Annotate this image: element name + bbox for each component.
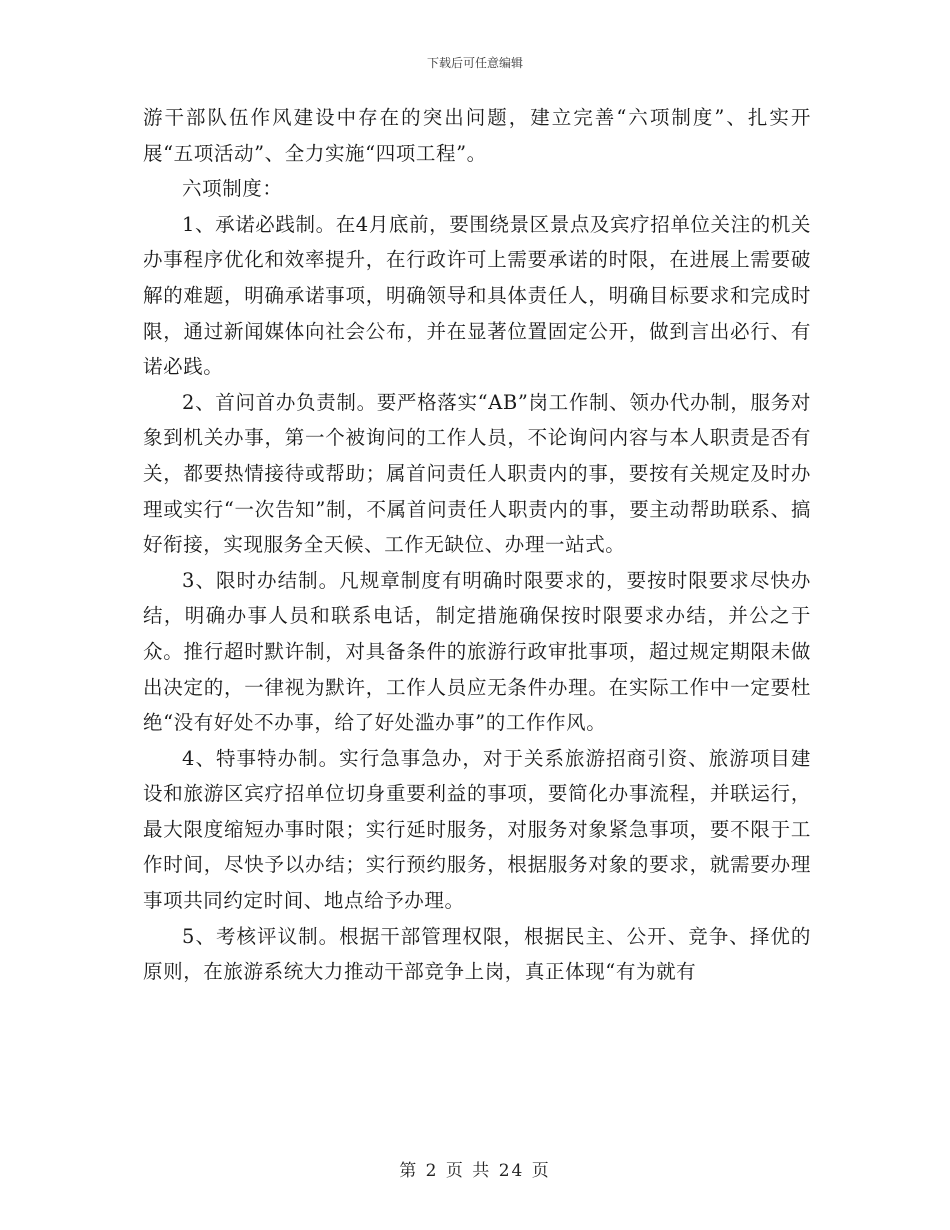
page-header: 下载后可任意编辑 <box>426 56 523 70</box>
paragraph-item-2: 2、首问首办负责制。要严格落实“AB”岗工作制、领办代办制，服务对象到机关办事，第一个被询问的工作人员，不论询问内容与本人职责是否有关，都要热情接待或帮助；属首问责任人职责内的事，要按有关规定及时办理或实行“一次告知”制，不属首问责任人职责内的事，要主动帮助联系、搞好衔接，实现服务全天候、工作无缺位、办理一站式。 <box>143 390 811 557</box>
page-footer: 第 2 页 共 24 页 <box>399 1161 551 1181</box>
paragraph-continuation: 游干部队伍作风建设中存在的突出问题，建立完善“六项制度”、扎实开展“五项活动”、全力实施“四项工程”。 <box>143 106 811 165</box>
document-body <box>143 100 811 990</box>
paragraph-item-1: 1、承诺必践制。在4月底前，要围绕景区景点及宾疗招单位关注的机关办事程序优化和效率提升，在行政许可上需要承诺的时限，在进展上需要破解的难题，明确承诺事项，明确领导和具体责任人，明确目标要求和完成时限，通过新闻媒体向社会公布，并在显著位置固定公开，做到言出必行、有诺必践。 <box>143 212 812 379</box>
paragraph-item-4: 4、特事特办制。实行急事急办，对于关系旅游招商引资、旅游项目建设和旅游区宾疗招单位切身重要利益的事项，要简化办事流程，并联运行，最大限度缩短办事时限；实行延时服务，对服务对象紧急事项，要不限于工作时间，尽快予以办结；实行预约服务，根据服务对象的要求，就需要办理事项共同约定时间、地点给予办理。 <box>143 746 811 913</box>
paragraph-item-3: 3、限时办结制。凡规章制度有明确时限要求的，要按时限要求尽快办结，明确办事人员和联系电话，制定措施确保按时限要求办结，并公之于众。推行超时默许制，对具备条件的旅游行政审批事项，超过规定期限未做出决定的，一律视为默许，工作人员应无条件办理。在实际工作中一定要杜绝“没有好处不办事，给了好处滥办事”的工作作风。 <box>143 568 811 735</box>
section-heading: 六项制度： <box>182 177 283 201</box>
paragraph-item-5: 5、考核评议制。根据干部管理权限，根据民主、公开、竞争、择优的原则，在旅游系统大力推动干部竞争上岗，真正体现“有为就有 <box>143 924 811 984</box>
